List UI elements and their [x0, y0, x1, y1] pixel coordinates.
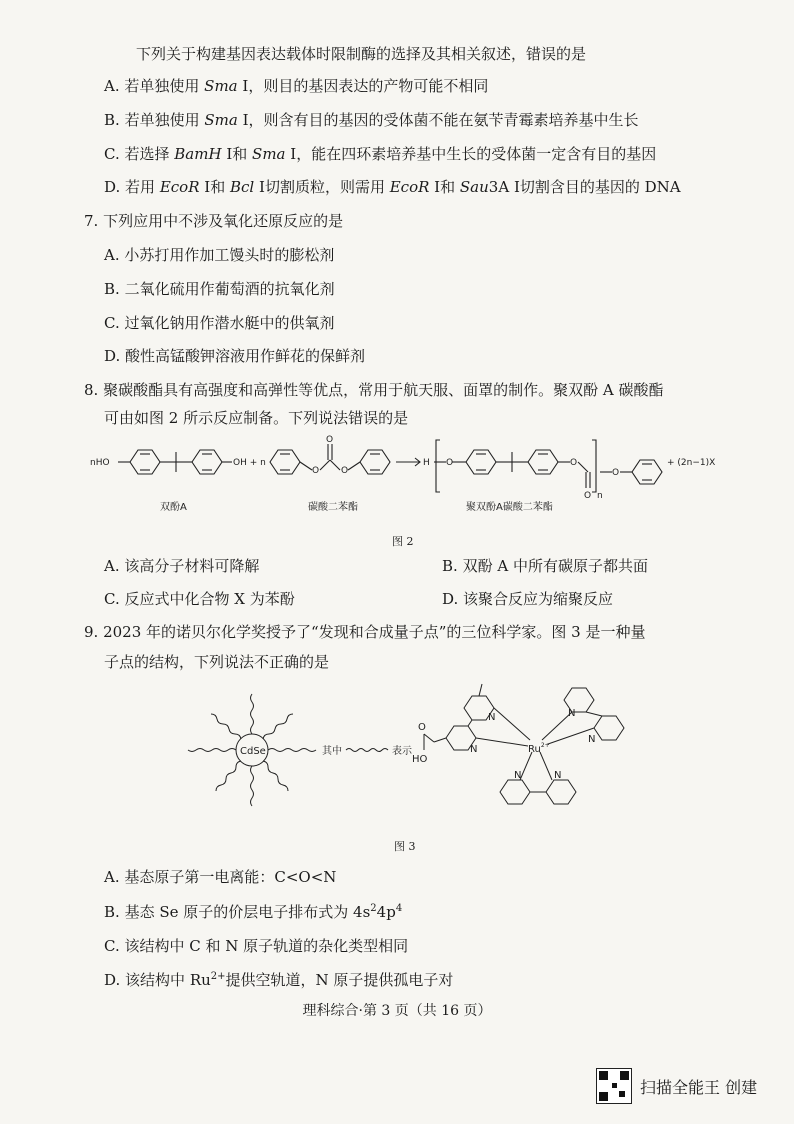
q9-option-c: C. 该结构中 C 和 N 原子轨道的杂化类型相同: [104, 937, 409, 955]
n-atom-1: N: [488, 712, 496, 723]
n-atom-2: N: [470, 744, 478, 755]
oh-plus-n-label: OH + n: [233, 458, 266, 468]
legend-suffix: 表示: [392, 746, 412, 757]
q7-option-b: B. 二氧化硫用作葡萄酒的抗氧化剂: [104, 280, 335, 298]
figure-2-caption: 图 2: [392, 535, 414, 548]
q8-stem-line2: 可由如图 2 所示反应制备。下列说法错误的是: [104, 409, 409, 427]
dpc-o-left: O: [312, 466, 320, 476]
scanner-text: 扫描全能王 创建: [640, 1077, 758, 1097]
q8-option-d: D. 该聚合反应为缩聚反应: [442, 590, 614, 608]
q7-stem: 7. 下列应用中不涉及氧化还原反应的是: [84, 212, 344, 230]
q9-option-b: B. 基态 Se 原子的价层电子排布式为 $4s^24p^4$: [104, 903, 403, 921]
carboxyl-o: O: [418, 722, 426, 733]
n-atom-5: N: [514, 770, 522, 781]
bpa-label: 双酚A: [160, 502, 187, 513]
q6-option-c: C. 若选择 BamH Ⅰ和 Sma Ⅰ，能在四环素培养基中生长的受体菌一定含有目的基因: [104, 145, 657, 163]
reaction-scheme-figure-2: [90, 432, 730, 522]
cdse-label: CdSe: [240, 746, 266, 757]
q8-option-c: C. 反应式中化合物 X 为苯酚: [104, 590, 295, 608]
dpc-o-top: O: [326, 435, 334, 445]
scanner-watermark: [596, 1068, 757, 1104]
q9-option-a: A. 基态原子第一电离能：C<O<N: [104, 868, 337, 886]
quantum-dot-figure-3: [150, 680, 750, 830]
poly-o-bottom: O: [584, 491, 592, 501]
q6-option-d: D. 若用 EcoR Ⅰ和 Bcl Ⅰ切割质粒，则需用 EcoR Ⅰ和 Sau3A Ⅰ切割含目的基因的 DNA: [104, 178, 681, 196]
qr-code-icon: [596, 1068, 632, 1104]
q7-option-a: A. 小苏打用作加工馒头时的膨松剂: [104, 246, 335, 264]
figure-3-caption: 图 3: [394, 840, 416, 853]
q6-stem: 下列关于构建基因表达载体时限制酶的选择及其相关叙述，错误的是: [136, 45, 587, 63]
polymer-label: 聚双酚A碳酸二苯酯: [466, 502, 553, 513]
legend-prefix: 其中: [322, 746, 342, 757]
carboxyl-ho: HO: [412, 754, 428, 765]
q9-stem-line1: 9. 2023 年的诺贝尔化学奖授予了“发现和合成量子点”的三位科学家。图 3 是一种量: [84, 623, 646, 641]
q7-option-d: D. 酸性高锰酸钾溶液用作鲜花的保鲜剂: [104, 347, 366, 365]
poly-n-subscript: n: [597, 491, 603, 501]
byproduct-label: + (2n−1)X: [667, 458, 716, 468]
n-atom-4: N: [588, 734, 596, 745]
q8-option-a: A. 该高分子材料可降解: [104, 557, 260, 575]
q6-option-a: A. 若单独使用 Sma Ⅰ，则目的基因表达的产物可能不相同: [104, 77, 489, 95]
poly-o-mid: O: [570, 458, 578, 468]
dpc-label: 碳酸二苯酯: [308, 502, 358, 513]
dpc-o-right: O: [341, 466, 349, 476]
poly-o-end: O: [612, 468, 620, 478]
poly-h-label: H: [423, 458, 430, 468]
q8-option-b: B. 双酚 A 中所有碳原子都共面: [442, 557, 648, 575]
q9-option-d: D. 该结构中 $Ru^{2+}$提供空轨道，N 原子提供孤电子对: [104, 971, 454, 989]
n-atom-3: N: [568, 708, 576, 719]
q8-stem-line1: 8. 聚碳酸酯具有高强度和高弹性等优点，常用于航天服、面罩的制作。聚双酚 A 碳酸酯: [84, 381, 664, 399]
q9-stem-line2: 子点的结构，下列说法不正确的是: [104, 653, 330, 671]
poly-o-left: O: [446, 458, 454, 468]
page-footer: 理科综合·第 3 页（共 16 页）: [302, 1003, 492, 1019]
n-ho-label: nHO: [90, 458, 110, 468]
q7-option-c: C. 过氧化钠用作潜水艇中的供氧剂: [104, 314, 335, 332]
q6-option-b: B. 若单独使用 Sma Ⅰ，则含有目的基因的受体菌不能在氨苄青霉素培养基中生长: [104, 111, 639, 129]
ru-label: $Ru^{2+}$: [528, 742, 550, 755]
n-atom-6: N: [554, 770, 562, 781]
